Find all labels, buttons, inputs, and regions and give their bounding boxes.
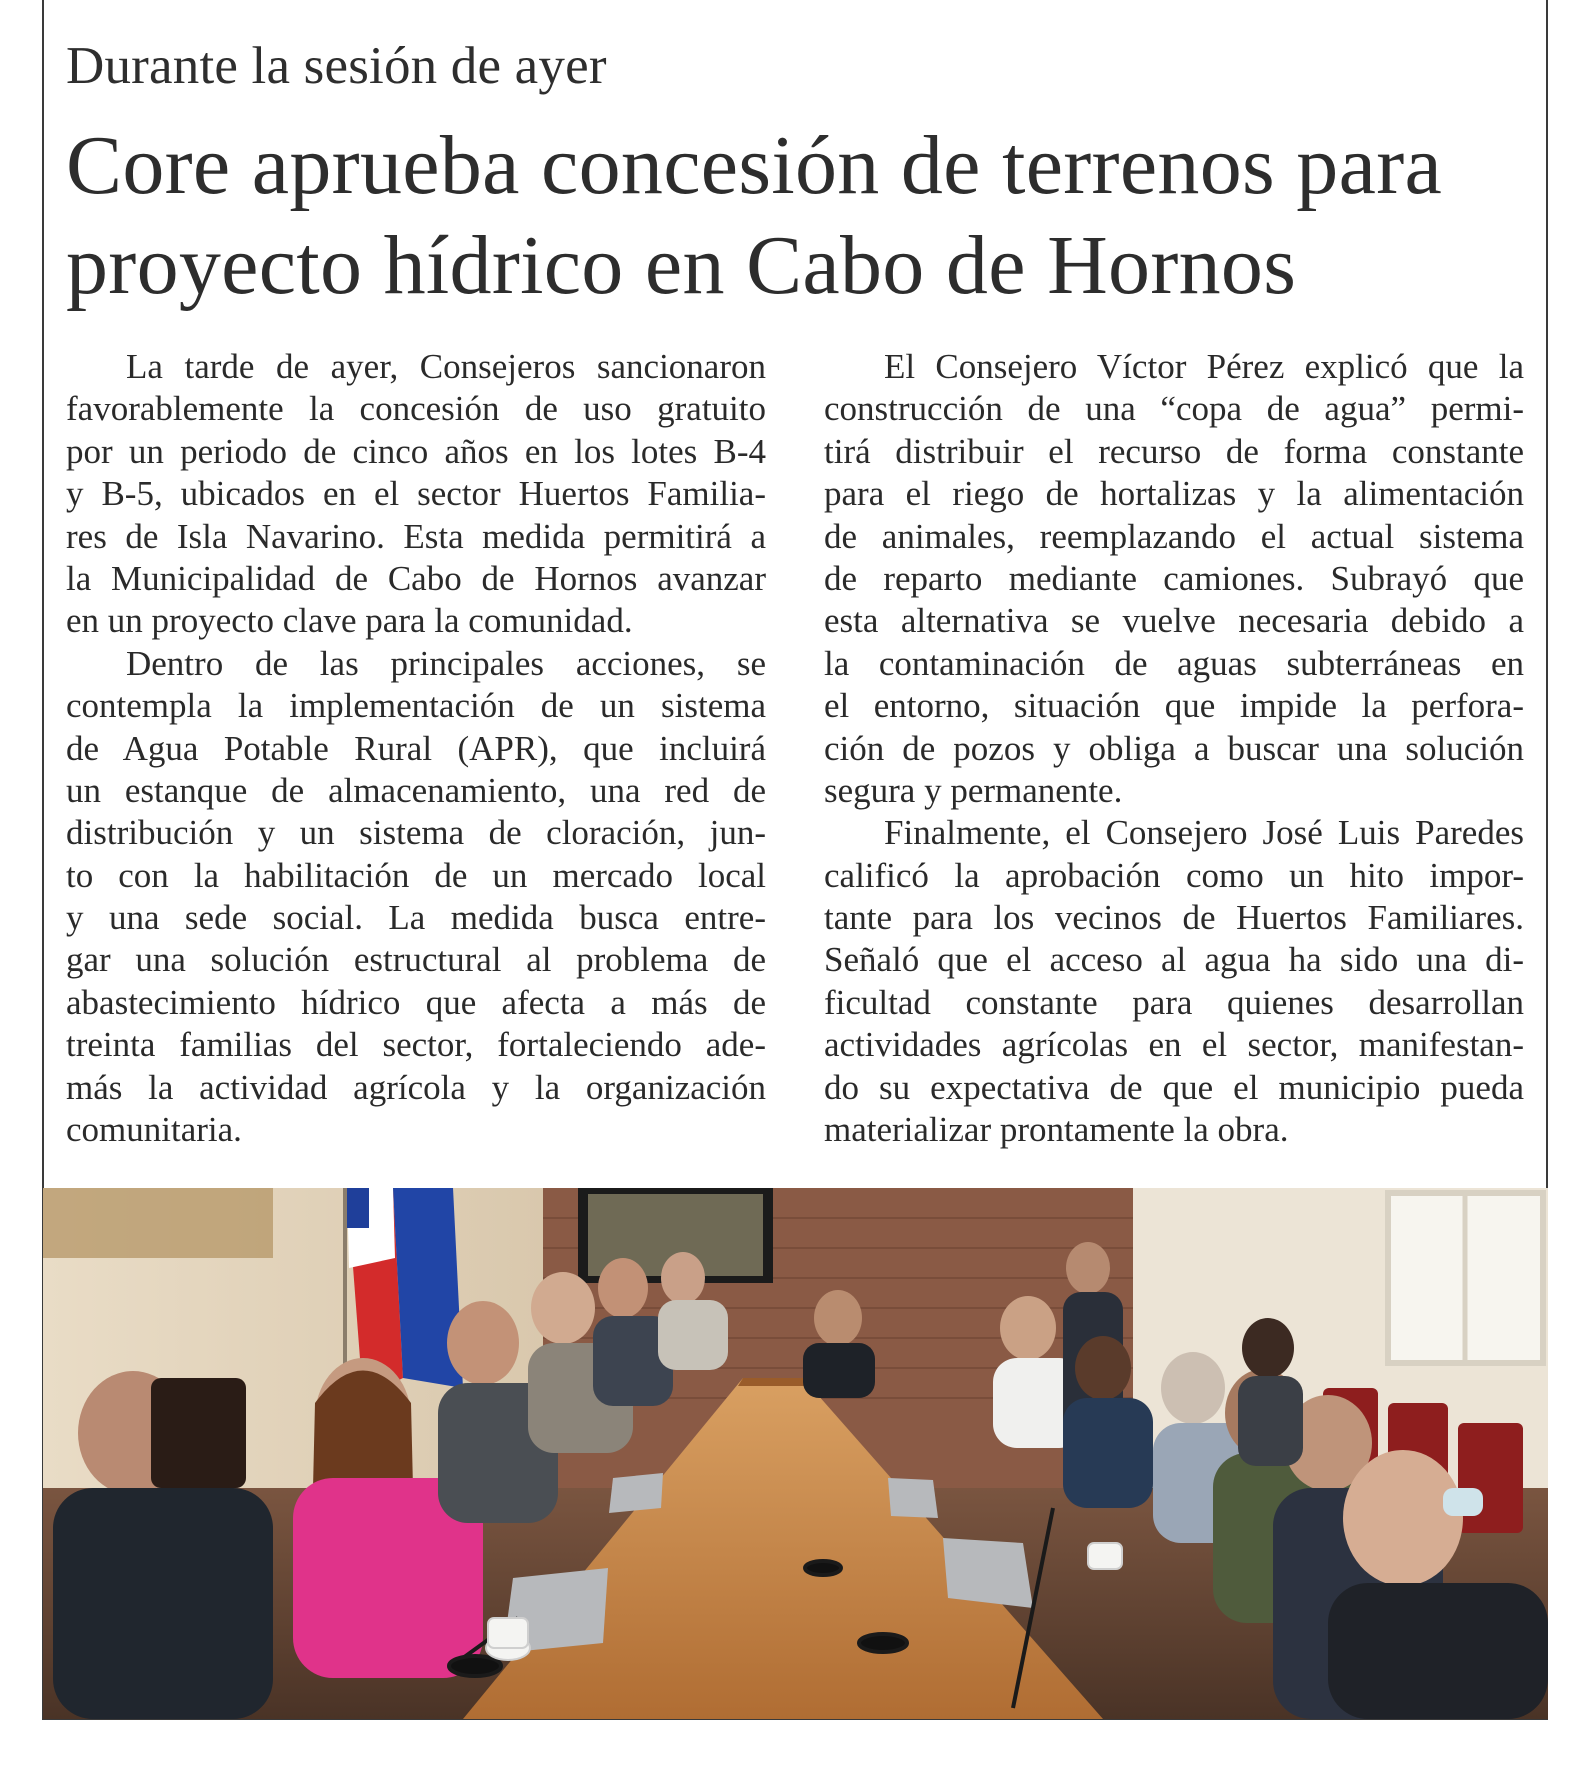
body-line: res de Isla Navarino. Esta medida permitirá a (66, 516, 766, 556)
body-line: en un proyecto clave para la comunidad. (66, 601, 633, 641)
body-line: tante para los vecinos de Huertos Familiares. (824, 898, 1524, 938)
body-line: ficultad constante para quienes desarrollan (824, 982, 1524, 1022)
body-line: de reparto mediante camiones. Subrayó que (824, 558, 1524, 598)
body-line: distribución y un sistema de cloración, jun- (66, 813, 766, 853)
body-line: ción de pozos y obliga a buscar una solución (824, 728, 1524, 768)
body-line: calificó la aprobación como un hito impor- (824, 855, 1524, 895)
body-line: do su expectativa de que el municipio pueda (824, 1067, 1524, 1107)
body-line: y una sede social. La medida busca entre- (66, 898, 766, 938)
headline-line: Core aprueba concesión de terrenos para (66, 119, 1443, 212)
article-headline (66, 116, 1516, 316)
session-photo-illustration (43, 1188, 1548, 1719)
body-line: Señaló que el acceso al agua ha sido una di- (824, 940, 1524, 980)
body-line: el entorno, situación que impide la perfora- (824, 686, 1524, 726)
body-line: to con la habilitación de un mercado local (66, 855, 766, 895)
body-line: El Consejero Víctor Pérez explicó que la (884, 347, 1524, 386)
body-line: un estanque de almacenamiento, una red de (66, 770, 766, 810)
empty-chair (151, 1378, 246, 1488)
body-line: segura y permanente. (824, 770, 1123, 810)
body-line: tirá distribuir el recurso de forma constante (824, 431, 1524, 471)
body-line: de Agua Potable Rural (APR), que incluirá (66, 728, 766, 768)
body-line: más la actividad agrícola y la organización (66, 1067, 766, 1107)
body-line: La tarde de ayer, Consejeros sancionaron (126, 347, 766, 386)
body-line: de animales, reemplazando el actual sistema (824, 516, 1524, 556)
body-line: la contaminación de aguas subterráneas en (824, 643, 1524, 683)
headline-line: proyecto hídrico en Cabo de Hornos (66, 219, 1297, 312)
body-line: esta alternativa se vuelve necesaria debido a (824, 601, 1524, 641)
article-kicker: Durante la sesión de ayer (66, 37, 607, 95)
body-column-right (824, 346, 1524, 1151)
chairman (814, 1290, 862, 1346)
body-line: favorablemente la concesión de uso gratuito (66, 389, 766, 429)
body-line: Finalmente, el Consejero José Luis Paredes (884, 813, 1524, 853)
body-line: materializar prontamente la obra. (824, 1110, 1289, 1150)
body-line: para el riego de hortalizas y la alimentación (824, 474, 1524, 514)
body-line: treinta familias del sector, fortaleciendo ade- (66, 1025, 766, 1065)
body-line: abastecimiento hídrico que afecta a más de (66, 982, 766, 1022)
body-line: comunitaria. (66, 1110, 242, 1150)
body-line: construcción de una “copa de agua” permi- (824, 389, 1524, 429)
body-line: la Municipalidad de Cabo de Hornos avanzar (66, 558, 766, 598)
body-column-left (66, 346, 766, 1151)
body-line: Dentro de las principales acciones, se (126, 643, 766, 683)
session-photo (43, 1188, 1548, 1719)
body-line: y B-5, ubicados en el sector Huertos Familia- (66, 474, 766, 514)
body-line: gar una solución estructural al problema de (66, 940, 766, 980)
body-line: contempla la implementación de un sistema (66, 686, 766, 726)
body-line: por un periodo de cinco años en los lotes B-4 (66, 431, 766, 471)
projection-screen (43, 1188, 273, 1258)
body-line: actividades agrícolas en el sector, manifestan- (824, 1025, 1524, 1065)
